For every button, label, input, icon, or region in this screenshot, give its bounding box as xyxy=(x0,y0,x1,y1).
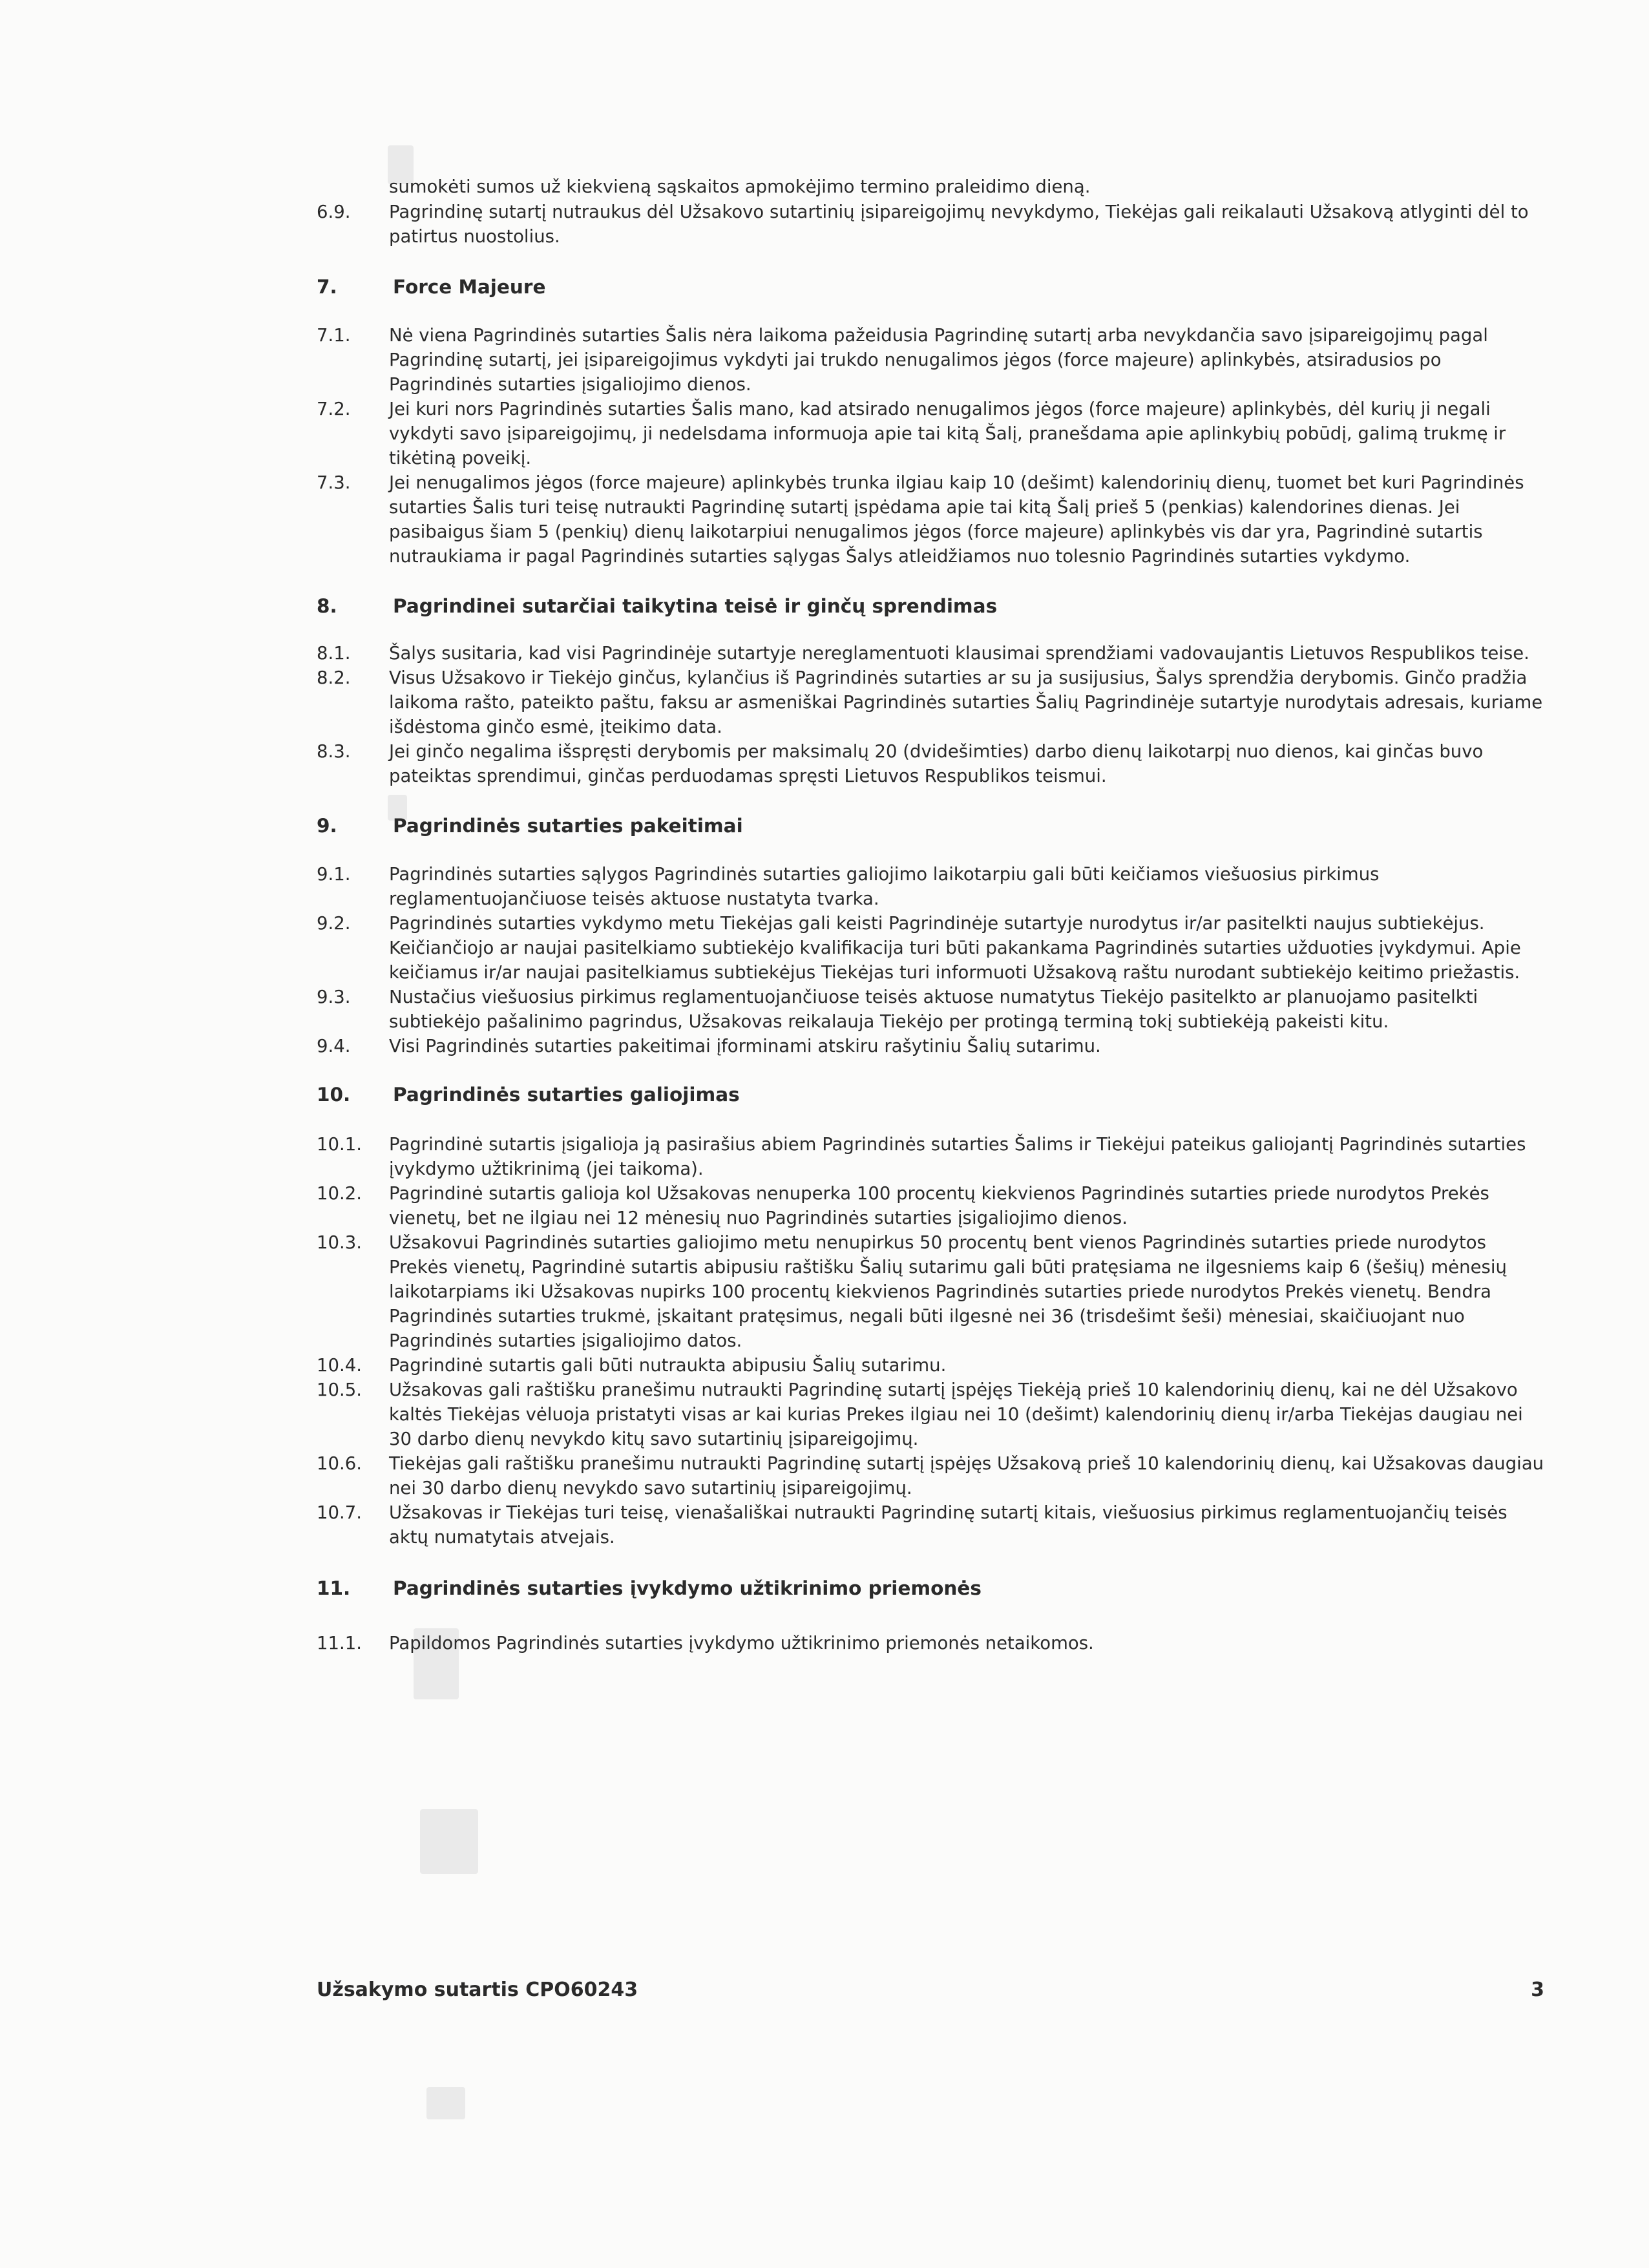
clause-text: Nė viena Pagrindinės sutarties Šalis nėra laikoma pažeidusia Pagrindinę sutartį arba nevykdančia savo įsipareigojimų pagal Pagrindinę sutartį, jei įsipareigojimus vykdyti jai trukdo nenugalimos jėgos (force majeure) aplinkybės, atsiradusios po Pagrindinės sutarties įsigaliojimo dienos. xyxy=(389,325,1488,395)
clause-10-6 xyxy=(317,1451,1544,1500)
clause-text: Pagrindinės sutarties sąlygos Pagrindinės sutarties galiojimo laikotarpiu gali būti keičiamos viešuosius pirkimus reglamentuojančiuose teisės aktuose nustatyta tvarka. xyxy=(389,864,1380,909)
clause-text: Tiekėjas gali raštišku pranešimu nutraukti Pagrindinę sutartį įspėjęs Užsakovą prieš 10 kalendorinių dienų, kai Užsakovas daugiau nei 30 darbo dienų nevykdo savo sutartinių įsipareigojimų. xyxy=(389,1453,1544,1498)
clause-8-3 xyxy=(317,739,1544,788)
clause-number: 10.7. xyxy=(317,1502,362,1523)
page-footer xyxy=(317,1976,1544,2004)
section-title: Pagrindinės sutarties pakeitimai xyxy=(393,815,743,837)
clause-9-4 xyxy=(317,1034,1544,1058)
clause-7-1 xyxy=(317,323,1544,397)
clause-text: Pagrindinė sutartis įsigalioja ją pasirašius abiem Pagrindinės sutarties Šalims ir Tiekėjui pateikus galiojantį Pagrindinės sutarties įvykdymo užtikrinimą (jei taikoma). xyxy=(389,1134,1526,1179)
clause-number: 9.3. xyxy=(317,987,351,1007)
clause-text: Nustačius viešuosius pirkimus reglamentuojančiuose teisės aktuose numatytus Tiekėjo pasitelkto ar planuojamo pasitelkti subtiekėjo pašalinimo pagrindus, Užsakovas reikalauja Tiekėjo per protingą terminą tokį subtiekėją pakeisti kitu. xyxy=(389,987,1478,1032)
clause-text: Užsakovas ir Tiekėjas turi teisę, vienašališkai nutraukti Pagrindinę sutartį kitais, viešuosius pirkimus reglamentuojančių teisės aktų numatytais atvejais. xyxy=(389,1502,1507,1548)
section-heading-9 xyxy=(317,813,1544,839)
section-heading-10 xyxy=(317,1082,1544,1108)
clause-number: 7.2. xyxy=(317,399,351,419)
clause-text: Visus Užsakovo ir Tiekėjo ginčus, kylančius iš Pagrindinės sutarties ar su ja susijusius, Šalys sprendžia derybomis. Ginčo pradžia laikoma rašto, pateikto paštu, faksu ar asmeniškai Pagrindinės sutarties Šalių Pagrindinėje sutartyje nurodytais adresais, kuriame išdėstoma ginčo esmė, įteikimo data. xyxy=(389,667,1543,737)
clause-text: Pagrindinės sutarties vykdymo metu Tiekėjas gali keisti Pagrindinėje sutartyje nurodytus ir/ar pasitelkti naujus subtiekėjus. Keičiančiojo ar naujai pasitelkiamo subtiekėjo kvalifikacija turi būti pakankama Pagrindinės sutarties užduoties įvykdymui. Apie keičiamus ir/ar naujai pasitelkiamus subtiekėjus Tiekėjas turi informuoti Užsakovą raštu nurodant subtiekėjo keitimo priežastis. xyxy=(389,913,1521,983)
clause-text: Pagrindinę sutartį nutraukus dėl Užsakovo sutartinių įsipareigojimų nevykdymo, Tiekėjas gali reikalauti Užsakovą atlyginti dėl to patirtus nuostolius. xyxy=(389,202,1529,247)
clause-number: 8.3. xyxy=(317,741,351,762)
section-heading-8 xyxy=(317,593,1544,619)
clause-number: 9.4. xyxy=(317,1036,351,1056)
clause-9-1 xyxy=(317,862,1544,911)
clause-number: 9.2. xyxy=(317,913,351,934)
clause-text: Užsakovas gali raštišku pranešimu nutraukti Pagrindinę sutartį įspėjęs Tiekėją prieš 10 kalendorinių dienų, kai ne dėl Užsakovo kaltės Tiekėjas vėluoja pristatyti visas ar kai kurias Prekes ilgiau nei 10 (dešimt) kalendorinių dienų ir/arba Tiekėjas daugiau nei 30 darbo dienų nevykdo kitų savo sutartinių įsipareigojimų. xyxy=(389,1380,1523,1449)
clause-text: Pagrindinė sutartis gali būti nutraukta abipusiu Šalių sutarimu. xyxy=(389,1355,947,1376)
clause-10-1 xyxy=(317,1132,1544,1181)
clause-number: 10.3. xyxy=(317,1232,362,1253)
clause-6-9 xyxy=(317,200,1544,249)
section-title: Pagrindinės sutarties galiojimas xyxy=(393,1084,740,1106)
clause-10-5 xyxy=(317,1378,1544,1451)
section-title: Pagrindinei sutarčiai taikytina teisė ir ginčų sprendimas xyxy=(393,595,998,617)
clause-text: Papildomos Pagrindinės sutarties įvykdymo užtikrinimo priemonės netaikomos. xyxy=(389,1633,1094,1654)
section-title: Pagrindinės sutarties įvykdymo užtikrinimo priemonės xyxy=(393,1577,982,1599)
section-title: Force Majeure xyxy=(393,276,546,298)
section-number: 10. xyxy=(317,1084,351,1106)
clause-7-2 xyxy=(317,397,1544,470)
scan-artifact xyxy=(420,1809,478,1874)
clause-number: 6.9. xyxy=(317,202,351,222)
clause-10-3 xyxy=(317,1230,1544,1353)
clause-text: Šalys susitaria, kad visi Pagrindinėje sutartyje nereglamentuoti klausimai sprendžiami vadovaujantis Lietuvos Respublikos teise. xyxy=(389,643,1529,664)
clause-10-4 xyxy=(317,1353,1544,1378)
section-heading-7 xyxy=(317,274,1544,300)
clause-number: 10.1. xyxy=(317,1134,362,1155)
clause-text: Jei kuri nors Pagrindinės sutarties Šalis mano, kad atsirado nenugalimos jėgos (force majeure) aplinkybės, dėl kurių ji negali vykdyti savo įsipareigojimų, ji nedelsdama informuoja apie tai kitą Šalį, pranešdama apie aplinkybių pobūdį, galimą trukmę ir tikėtiną poveikį. xyxy=(389,399,1506,468)
clause-number: 10.6. xyxy=(317,1453,362,1474)
clause-11-1 xyxy=(317,1631,1544,1655)
clause-7-3 xyxy=(317,470,1544,569)
clause-9-2 xyxy=(317,911,1544,985)
paragraph-text: sumokėti sumos už kiekvieną sąskaitos apmokėjimo termino praleidimo dieną. xyxy=(389,176,1091,197)
section-heading-11 xyxy=(317,1575,1544,1601)
clause-text: Užsakovui Pagrindinės sutarties galiojimo metu nenupirkus 50 procentų bent vienos Pagrindinės sutarties priede nurodytos Prekės vienetų, Pagrindinė sutartis abipusiu raštišku Šalių sutarimu gali būti pratęsiama ne ilgesniems kaip 6 (šešių) mėnesių laikotarpiams iki Užsakovas nupirks 100 procentų kiekvienos Pagrindinės sutarties priede nurodytos Prekės vienetų. Bendra Pagrindinės sutarties trukmė, įskaitant pratęsimus, negali būti ilgesnė nei 36 (trisdešimt šeši) mėnesiai, skaičiuojant nuo Pagrindinės sutarties įsigaliojimo datos. xyxy=(389,1232,1507,1351)
scan-artifact xyxy=(426,2087,465,2119)
clause-number: 9.1. xyxy=(317,864,351,885)
continuation-paragraph xyxy=(317,174,1544,199)
clause-number: 8.2. xyxy=(317,667,351,688)
clause-number: 10.4. xyxy=(317,1355,362,1376)
clause-text: Pagrindinė sutartis galioja kol Užsakovas nenuperka 100 procentų kiekvienos Pagrindinės sutarties priede nurodytos Prekės vienetų, bet ne ilgiau nei 12 mėnesių nuo Pagrindinės sutarties įsigaliojimo dienos. xyxy=(389,1183,1489,1228)
clause-text: Visi Pagrindinės sutarties pakeitimai įforminami atskiru rašytiniu Šalių sutarimu. xyxy=(389,1036,1101,1056)
clause-number: 11.1. xyxy=(317,1633,362,1654)
page-number: 3 xyxy=(1531,1979,1544,2001)
clause-number: 7.1. xyxy=(317,325,351,346)
clause-number: 8.1. xyxy=(317,643,351,664)
clause-number: 10.2. xyxy=(317,1183,362,1204)
clause-8-2 xyxy=(317,666,1544,739)
clause-9-3 xyxy=(317,985,1544,1034)
section-number: 11. xyxy=(317,1577,351,1599)
clause-text: Jei nenugalimos jėgos (force majeure) aplinkybės trunka ilgiau kaip 10 (dešimt) kalendorinių dienų, tuomet bet kuri Pagrindinės sutarties Šalis turi teisę nutraukti Pagrindinę sutartį įspėdama apie tai kitą Šalį prieš 5 (penkias) kalendorines dienas. Jei pasibaigus šiam 5 (penkių) dienų laikotarpiui nenugalimos jėgos (force majeure) aplinkybės vis dar yra, Pagrindinė sutartis nutraukiama ir pagal Pagrindinės sutarties sąlygas Šalys atleidžiamos nuo tolesnio Pagrindinės sutarties vykdymo. xyxy=(389,472,1524,567)
section-number: 8. xyxy=(317,595,337,617)
clause-number: 7.3. xyxy=(317,472,351,493)
footer-document-title: Užsakymo sutartis CPO60243 xyxy=(317,1979,638,2001)
clause-number: 10.5. xyxy=(317,1380,362,1400)
clause-10-2 xyxy=(317,1181,1544,1230)
clause-10-7 xyxy=(317,1500,1544,1549)
clause-text: Jei ginčo negalima išspręsti derybomis per maksimalų 20 (dvidešimties) darbo dienų laikotarpį nuo dienos, kai ginčas buvo pateiktas sprendimui, ginčas perduodamas spręsti Lietuvos Respublikos teismui. xyxy=(389,741,1484,786)
section-number: 9. xyxy=(317,815,337,837)
section-number: 7. xyxy=(317,276,337,298)
clause-8-1 xyxy=(317,641,1544,666)
